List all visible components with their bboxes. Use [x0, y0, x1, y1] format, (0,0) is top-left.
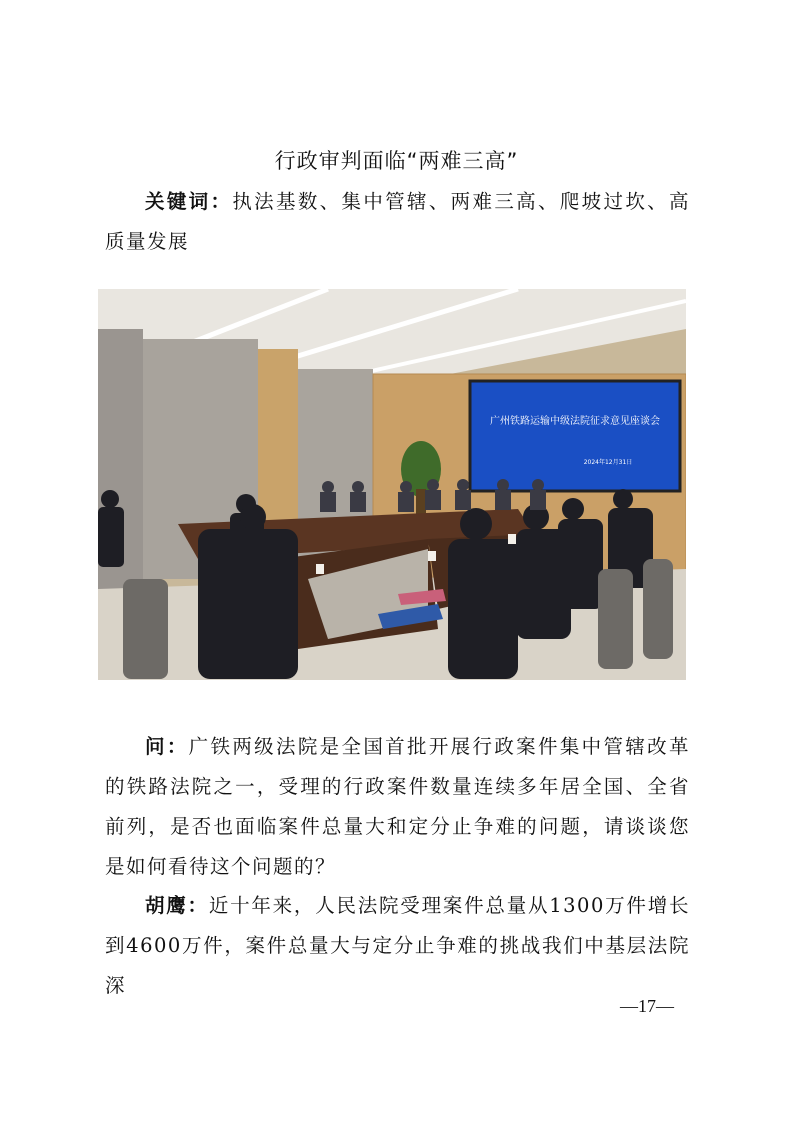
- article-title: 行政审判面临“两难三高”: [274, 149, 519, 173]
- question-label: 问：: [145, 735, 189, 758]
- meeting-photo: [98, 289, 686, 680]
- screen-title: 广州铁路运输中级法院征求意见座谈会: [490, 416, 660, 427]
- question-text: 广铁两级法院是全国首批开展行政案件集中管辖改革的铁路法院之一，受理的行政案件数量连续多年居全国、全省前列，是否也面临案件总量大和定分止争难的问题，请谈谈您是如何看待这个问题的？: [105, 735, 690, 878]
- meeting-photo-illustration: [98, 289, 686, 680]
- answer-paragraph: [105, 886, 690, 1006]
- question-paragraph: [105, 727, 690, 887]
- screen-date: 2024年12月31日: [583, 459, 633, 466]
- keywords-label: 关键词：: [145, 190, 233, 213]
- keywords-paragraph: [105, 182, 690, 262]
- answer-label: 胡鹰：: [145, 894, 209, 917]
- keywords-text: 执法基数、集中管辖、两难三高、爬坡过坎、高质量发展: [105, 190, 690, 253]
- page-number: —17—: [620, 996, 674, 1016]
- answer-text: 近十年来，人民法院受理案件总量从1300万件增长到4600万件，案件总量大与定分止争难的挑战我们中基层法院深: [105, 894, 690, 997]
